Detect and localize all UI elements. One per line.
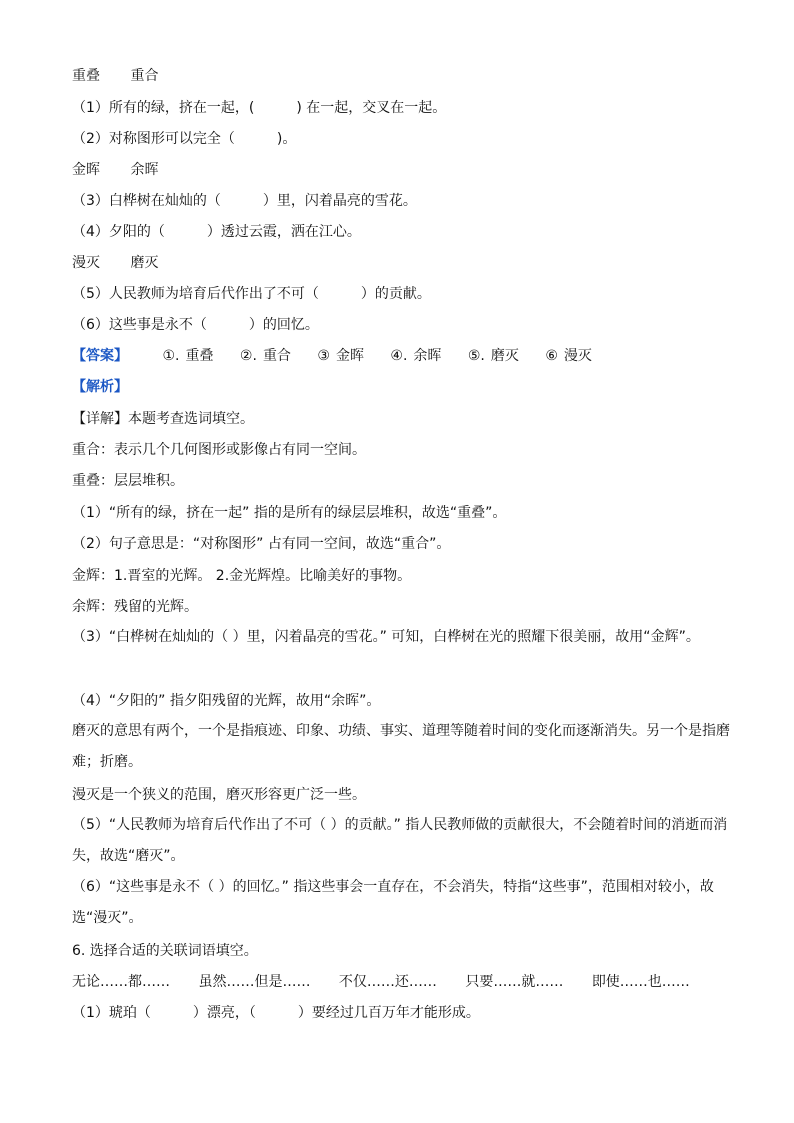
- answer-item: [162, 348, 213, 364]
- answer-item: [545, 348, 592, 364]
- analysis-paragraph-mo: 磨灭的意思有两个，一个是指痕迹、印象、功绩、事实、道理等随着时间的变化而逐渐消失。另一个是指磨难；折磨。: [72, 723, 730, 770]
- answer-label: 【答案】: [72, 348, 128, 364]
- conjunction-option: 无论……都……: [72, 974, 170, 990]
- analysis-paragraph-6: （6）“这些事是永不（ ）的回忆。” 指这些事会一直存在，不会消失，特指“这些事”，范围相对较小，故选“漫灭”。: [72, 879, 714, 926]
- answer-text: 余晖: [413, 348, 442, 364]
- word-pair-1: [72, 66, 732, 86]
- answer-number: ⑤.: [467, 348, 485, 364]
- question-4: （4）夕阳的（ ）透过云霞，洒在江心。: [72, 224, 361, 240]
- detail-text: 本题考查选词填空。: [128, 411, 254, 427]
- word-option: 磨灭: [130, 255, 159, 271]
- word-pair-2: [72, 160, 732, 180]
- word-option: 重叠: [72, 68, 100, 84]
- conjunction-option: 虽然……但是……: [198, 974, 311, 990]
- question-7: （1）琥珀（ ）漂亮，（ ）要经过几百万年才能形成。: [72, 1005, 480, 1021]
- word-option: 余晖: [130, 162, 159, 178]
- analysis-line: 金辉：1.晋室的光辉。 2.金光辉煌。比喻美好的事物。: [72, 568, 412, 584]
- question-3: （3）白桦树在灿灿的（ ）里，闪着晶亮的雪花。: [72, 193, 417, 209]
- analysis-paragraph-3: （3）“白桦树在灿灿的（ ）里，闪着晶亮的雪花。” 可知，白桦树在光的照耀下很美丽，故用“金辉”。: [72, 629, 700, 645]
- analysis-line: （1）“所有的绿，挤在一起” 指的是所有的绿层层堆积，故选“重叠”。: [72, 505, 507, 521]
- analysis-line: 重叠：层层堆积。: [72, 473, 184, 489]
- detail-line: [72, 409, 732, 429]
- answer-number: ④.: [390, 348, 408, 364]
- analysis-line: （2）句子意思是：“对称图形” 占有同一空间，故选“重合”。: [72, 536, 451, 552]
- detail-label: 【详解】: [72, 411, 128, 427]
- conjunction-options: [72, 972, 732, 992]
- answer-item: [317, 348, 364, 364]
- answer-text: 漫灭: [563, 348, 592, 364]
- answer-row: [72, 346, 732, 366]
- answer-number: ①.: [162, 348, 180, 364]
- conjunction-option: 即使……也……: [591, 974, 690, 990]
- word-option: 金晖: [72, 162, 100, 178]
- answer-text: 重叠: [185, 348, 214, 364]
- answer-number: ③: [317, 348, 330, 364]
- answer-text: 磨灭: [490, 348, 519, 364]
- word-option: 漫灭: [72, 255, 100, 271]
- conjunction-option: 不仅……还……: [338, 974, 437, 990]
- question-6: （6）这些事是永不（ ）的回忆。: [72, 317, 319, 333]
- answer-text: 重合: [262, 348, 291, 364]
- analysis-line-4: （4）“夕阳的” 指夕阳残留的光辉，故用“余晖”。: [72, 693, 381, 709]
- question-1: （1）所有的绿，挤在一起，( ) 在一起，交叉在一起。: [72, 100, 447, 116]
- analysis-paragraph-5: （5）“人民教师为培育后代作出了不可（ ）的贡献。” 指人民教师做的贡献很大，不会随着时间的消逝而消失，故选“磨灭”。: [72, 817, 728, 864]
- answer-item: [390, 348, 441, 364]
- question-5: （5）人民教师为培育后代作出了不可（ ）的贡献。: [72, 286, 431, 302]
- question-title: 6. 选择合适的关联词语填空。: [72, 943, 258, 959]
- answer-item: [468, 348, 519, 364]
- question-2: （2）对称图形可以完全（ )。: [72, 131, 297, 147]
- analysis-line: 重合：表示几个几何图形或影像占有同一空间。: [72, 442, 366, 458]
- answer-number: ⑥: [545, 348, 558, 364]
- analysis-label: 【解析】: [72, 379, 128, 395]
- answer-text: 金晖: [335, 348, 364, 364]
- word-pair-3: [72, 253, 732, 273]
- conjunction-option: 只要……就……: [465, 974, 564, 990]
- analysis-line: 余辉：残留的光辉。: [72, 599, 198, 615]
- answer-item: [240, 348, 291, 364]
- word-option: 重合: [130, 68, 159, 84]
- answer-number: ②.: [239, 348, 257, 364]
- analysis-line-man: 漫灭是一个狭义的范围，磨灭形容更广泛一些。: [72, 787, 366, 803]
